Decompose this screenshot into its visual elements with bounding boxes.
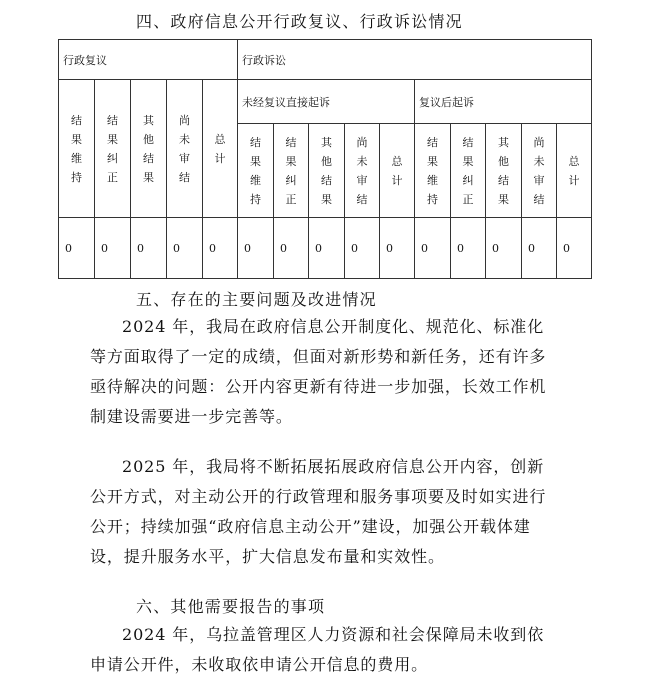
direct-col-pending: 尚未审结 [345, 124, 380, 218]
value-cell: 0 [451, 218, 486, 279]
paragraph-other: 2024 年，乌拉盖管理区人力资源和社会保障局未收到依申请公开件，未收取依申请公开信息的费用。 [90, 625, 545, 674]
value-cell: 0 [309, 218, 345, 279]
admin-review-header: 行政复议 [59, 40, 238, 80]
value-cell: 0 [415, 218, 451, 279]
value-cell: 0 [274, 218, 309, 279]
paragraph-plans: 2025 年，我局将不断拓展拓展政府信息公开内容，创新公开方式，对主动公开的行政管理和服务事项要及时如实进行公开；持续加强“政府信息主动公开”建设，加强公开载体建设，提升服务水平，扩大信息发布量和实效性。 [90, 457, 547, 566]
value-cell: 0 [238, 218, 274, 279]
review-col-pending: 尚未审结 [167, 80, 203, 218]
value-cell: 0 [203, 218, 238, 279]
direct-col-other: 其他结果 [309, 124, 345, 218]
after-col-total: 总计 [557, 124, 592, 218]
after-col-sustained: 结果维持 [415, 124, 451, 218]
after-col-pending: 尚未审结 [522, 124, 557, 218]
review-litigation-table [58, 39, 592, 279]
value-cell: 0 [167, 218, 203, 279]
direct-litigation-header: 未经复议直接起诉 [238, 80, 415, 124]
after-col-corrected: 结果纠正 [451, 124, 486, 218]
review-col-other: 其他结果 [131, 80, 167, 218]
review-col-sustained: 结果维持 [59, 80, 95, 218]
direct-col-sustained: 结果维持 [238, 124, 274, 218]
value-cell: 0 [486, 218, 522, 279]
admin-litigation-header: 行政诉讼 [238, 40, 592, 80]
value-cell: 0 [59, 218, 95, 279]
value-cell: 0 [95, 218, 131, 279]
direct-col-corrected: 结果纠正 [274, 124, 309, 218]
after-review-litigation-header: 复议后起诉 [415, 80, 592, 124]
value-cell: 0 [380, 218, 415, 279]
value-cell: 0 [557, 218, 592, 279]
review-col-corrected: 结果纠正 [95, 80, 131, 218]
review-col-total: 总计 [203, 80, 238, 218]
value-cell: 0 [131, 218, 167, 279]
paragraph-problems: 2024 年，我局在政府信息公开制度化、规范化、标准化等方面取得了一定的成绩，但面对新形势和新任务，还有许多亟待解决的问题：公开内容更新有待进一步加强，长效工作机制建设需要进一步完善等。 [90, 317, 547, 426]
after-col-other: 其他结果 [486, 124, 522, 218]
value-cell: 0 [345, 218, 380, 279]
section-four-title: 四、政府信息公开行政复议、行政诉讼情况 [136, 12, 463, 31]
section-six-title: 六、其他需要报告的事项 [136, 597, 326, 616]
section-five-title: 五、存在的主要问题及改进情况 [136, 290, 377, 309]
value-cell: 0 [522, 218, 557, 279]
direct-col-total: 总计 [380, 124, 415, 218]
